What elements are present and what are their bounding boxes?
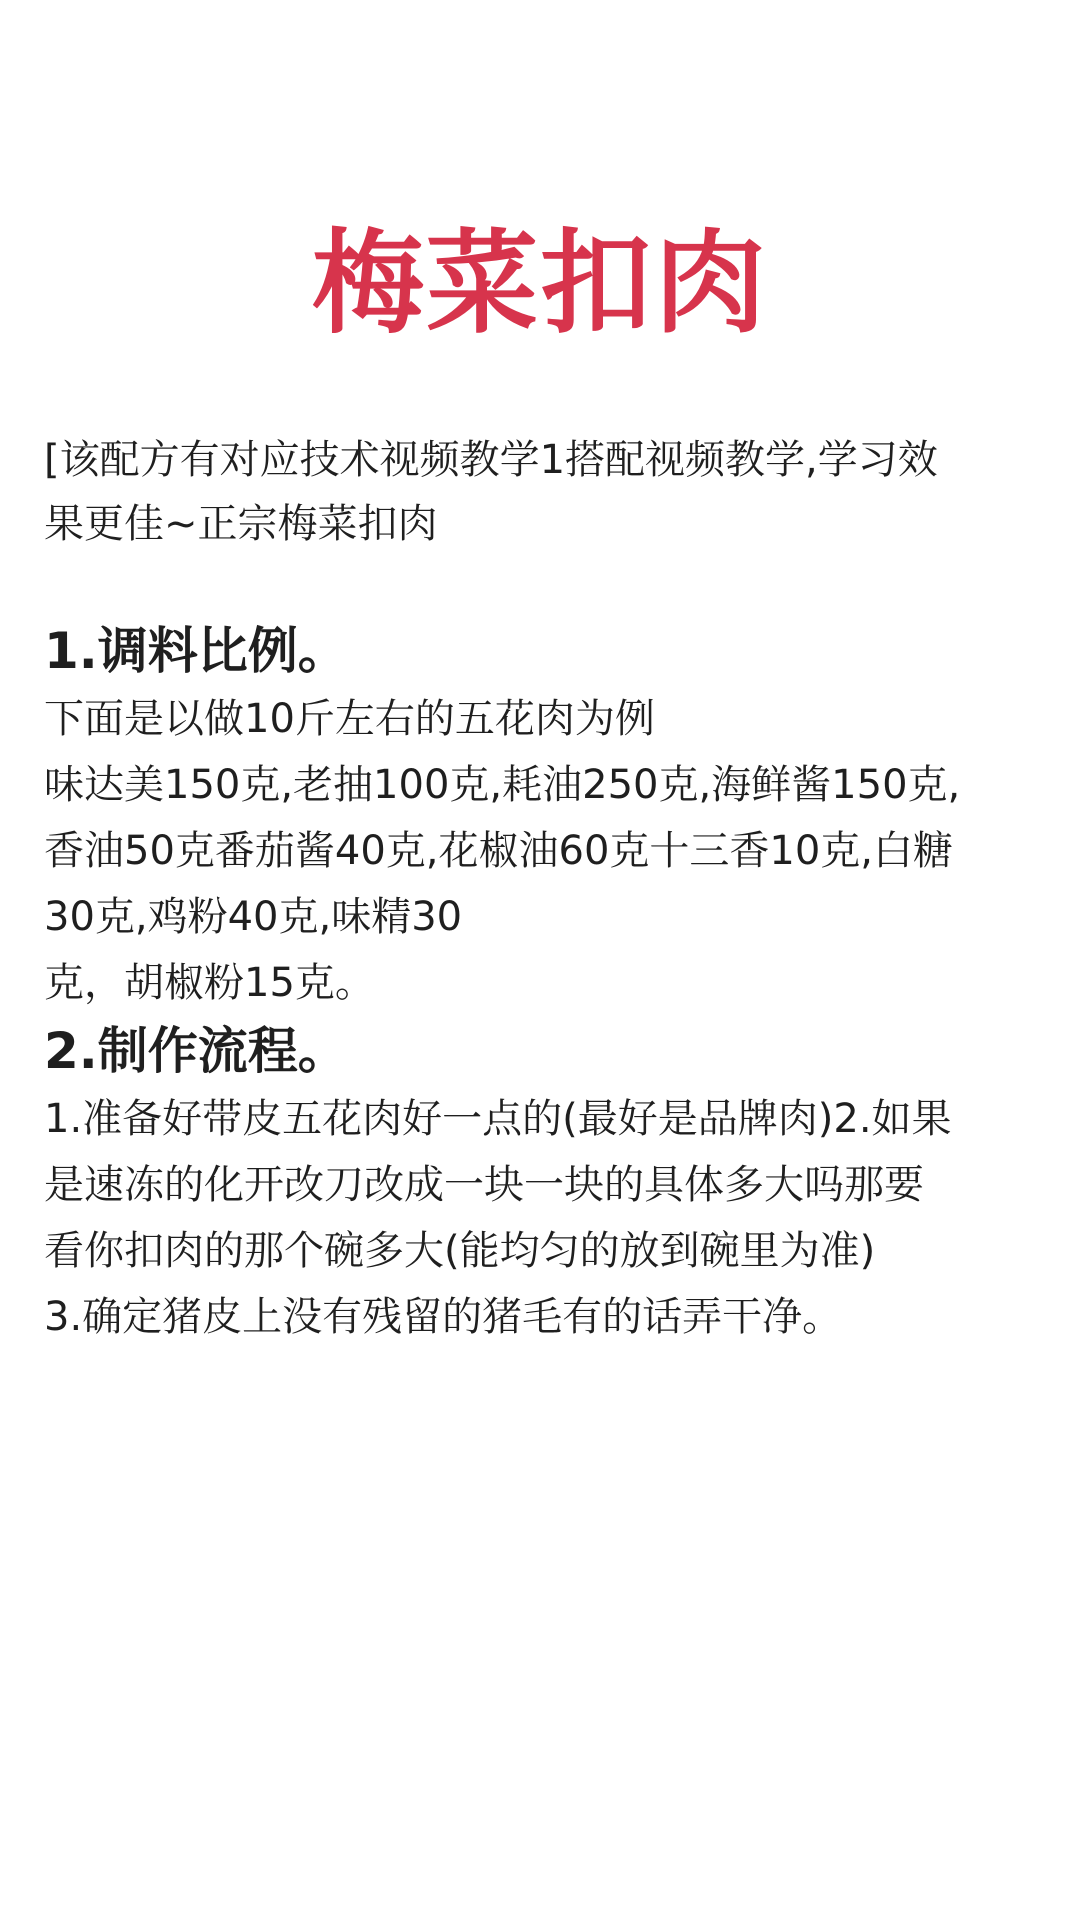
recipe-content bbox=[44, 428, 1044, 1350]
seasoning-line: 30克,鸡粉40克,味精30 bbox=[44, 894, 463, 940]
process-line: 看你扣肉的那个碗多大(能均匀的放到碗里为准) bbox=[44, 1228, 876, 1274]
seasoning-line: 香油50克番茄酱40克,花椒油60克十三香10克,白糖 bbox=[44, 828, 954, 874]
process-heading: 2.制作流程。 bbox=[44, 1022, 348, 1080]
process-line: 3.确定猪皮上没有残留的猪毛有的话弄干净。 bbox=[44, 1294, 843, 1340]
process-line: 1.准备好带皮五花肉好一点的(最好是品牌肉)2.如果 bbox=[44, 1096, 952, 1142]
seasoning-section bbox=[44, 616, 1044, 1016]
seasoning-heading: 1.调料比例。 bbox=[44, 622, 348, 680]
intro-line-1: [该配方有对应技术视频教学1搭配视频教学,学习效 bbox=[44, 437, 938, 483]
seasoning-line: 下面是以做10斤左右的五花肉为例 bbox=[44, 696, 655, 742]
seasoning-line: 克，胡椒粉15克。 bbox=[44, 960, 375, 1006]
intro-line-2: 果更佳~正宗梅菜扣肉 bbox=[44, 501, 438, 547]
recipe-title: 梅菜扣肉 bbox=[312, 219, 768, 349]
intro-paragraph bbox=[44, 428, 1044, 556]
seasoning-line: 味达美150克,老抽100克,耗油250克,海鲜酱150克, bbox=[44, 762, 961, 808]
process-line: 是速冻的化开改刀改成一块一块的具体多大吗那要 bbox=[44, 1162, 924, 1208]
process-section bbox=[44, 1016, 1044, 1350]
